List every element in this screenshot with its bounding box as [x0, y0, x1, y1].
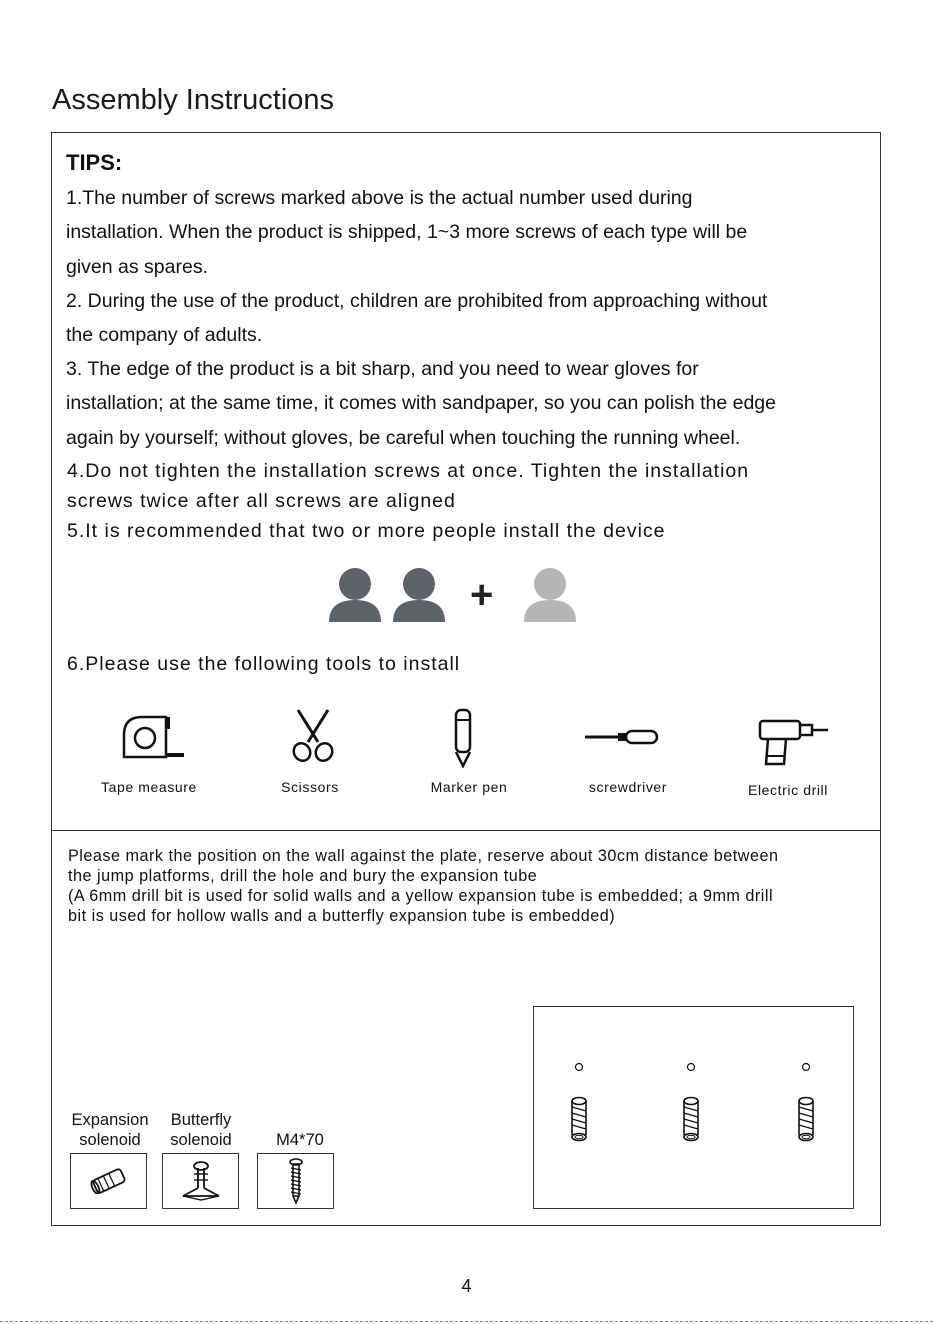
page-title: Assembly Instructions	[52, 84, 335, 116]
page-bottom-rule	[0, 1321, 933, 1322]
tip-2	[66, 284, 866, 353]
part-box-m4-screw	[257, 1153, 334, 1209]
wall-instruction-line: Please mark the position on the wall against the plate, reserve about 30cm distance between	[68, 847, 779, 865]
electric-drill-icon	[758, 716, 832, 768]
part-label-m4-screw	[258, 1130, 342, 1150]
tips-heading: TIPS:	[66, 150, 123, 175]
expansion-anchor-icon	[88, 1168, 130, 1194]
drill-hole-marker	[576, 1064, 810, 1071]
tip-6: 6.Please use the following tools to install	[67, 653, 461, 675]
tip-3-line: installation; at the same time, it comes with sandpaper, so you can polish the edge	[66, 392, 776, 415]
wall-drill-diagram	[533, 1006, 854, 1209]
butterfly-anchor-icon	[179, 1160, 223, 1202]
expansion-tube-icon	[684, 1098, 698, 1141]
marker-pen-icon	[451, 708, 475, 768]
tip-1-line: 1.The number of screws marked above is the actual number used during	[66, 187, 693, 209]
tool-label-electric-drill: Electric drill	[748, 782, 828, 798]
person-light-icon	[521, 566, 579, 624]
expansion-tube-icon	[572, 1098, 586, 1141]
expansion-tube-icon	[799, 1098, 813, 1141]
part-label-line: solenoid	[170, 1131, 232, 1149]
tool-label-scissors: Scissors	[281, 779, 339, 795]
part-box-expansion-solenoid	[70, 1153, 147, 1209]
wall-instruction	[68, 846, 868, 926]
section-divider	[51, 830, 881, 831]
tool-label-screwdriver: screwdriver	[588, 779, 668, 795]
tool-label-marker-pen: Marker pen	[430, 779, 508, 795]
person-dark-icon	[390, 566, 448, 624]
part-label-line: Butterfly	[170, 1111, 232, 1129]
tape-measure-icon	[118, 713, 188, 761]
tip-5: 5.It is recommended that two or more people install the device	[67, 520, 666, 542]
tip-4-line: screws twice after all screws are aligned	[67, 490, 456, 512]
page-number: 4	[461, 1276, 472, 1296]
screwdriver-icon	[585, 728, 660, 746]
tip-4-line: 4.Do not tighten the installation screws at once. Tighten the installation	[67, 460, 750, 482]
part-label-butterfly-solenoid	[156, 1110, 246, 1150]
wall-instruction-line: (A 6mm drill bit is used for solid walls and a yellow expansion tube is embedded; a 9mm drill	[68, 887, 774, 905]
part-label-line: Expansion	[71, 1111, 149, 1129]
person-dark-icon	[326, 566, 384, 624]
part-label-line: solenoid	[79, 1131, 141, 1149]
part-label-line: M4*70	[276, 1131, 324, 1149]
wall-instruction-line: the jump platforms, drill the hole and bury the expansion tube	[68, 867, 538, 885]
tip-4	[67, 456, 867, 516]
tip-1-line: given as spares.	[66, 255, 208, 278]
tip-2-line: 2. During the use of the product, children are prohibited from approaching without	[66, 290, 768, 312]
part-label-expansion-solenoid	[62, 1110, 158, 1150]
tip-3-line: again by yourself; without gloves, be careful when touching the running wheel.	[66, 426, 741, 449]
scissors-icon	[288, 708, 338, 764]
tip-3	[66, 352, 866, 455]
wall-instruction-line: bit is used for hollow walls and a butterfly expansion tube is embedded)	[68, 907, 616, 925]
tip-1-line: installation. When the product is shipped, 1~3 more screws of each type will be	[66, 221, 748, 244]
tool-label-tape-measure: Tape measure	[101, 779, 197, 795]
plus-sign: +	[470, 573, 494, 617]
screw-icon	[288, 1158, 304, 1204]
tip-1	[66, 181, 866, 284]
tip-3-line: 3. The edge of the product is a bit sharp, and you need to wear gloves for	[66, 358, 699, 380]
part-box-butterfly-solenoid	[162, 1153, 239, 1209]
tip-2-line: the company of adults.	[66, 324, 263, 347]
